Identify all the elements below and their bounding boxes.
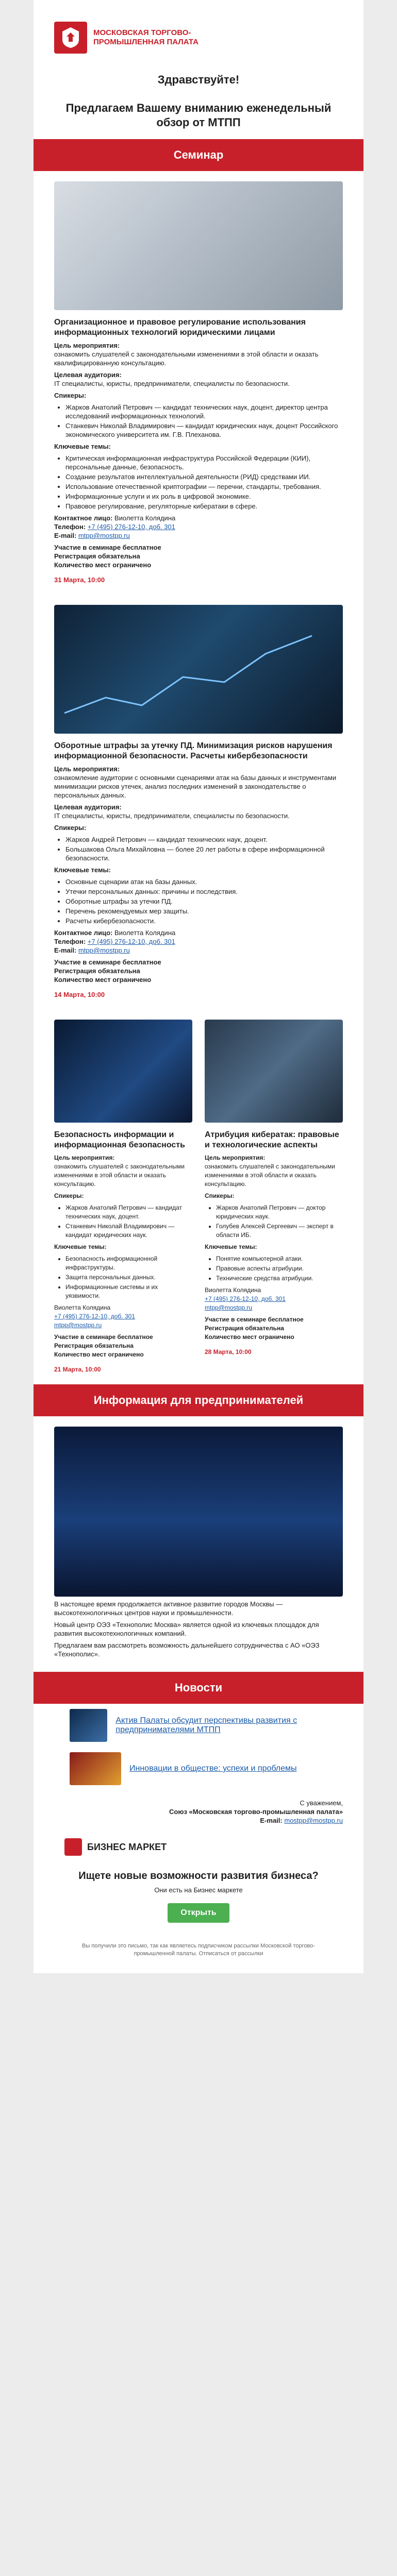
email-label: E-mail: xyxy=(260,1817,283,1824)
info-paragraph: Предлагаем вам рассмотреть возможность дальнейшего сотрудничества с АО «ОЭЗ «Технополис». xyxy=(54,1641,320,1658)
email-link[interactable]: mtpp@mostpp.ru xyxy=(78,532,130,539)
event-1 xyxy=(34,171,363,595)
business-market-brand: БИЗНЕС МАРКЕТ xyxy=(87,1842,167,1852)
list-item: • Голубев Алексей Сергеевич — эксперт в области ИБ. xyxy=(216,1222,343,1240)
event-1-title: Организационное и правовое регулирование использования информационных технологий юридическими лицами xyxy=(54,318,306,337)
list-item: • Технические средства атрибуции. xyxy=(216,1274,343,1283)
phone-link[interactable]: +7 (495) 276-12-10, доб. 301 xyxy=(205,1295,286,1302)
goal-text: ознакомить слушателей с законодательными изменениями в этой области и оказать консультацию. xyxy=(54,1163,185,1188)
news-item[interactable] xyxy=(34,1704,363,1747)
event-4 xyxy=(205,1020,343,1374)
email-link[interactable]: mtpp@mostpp.ru xyxy=(78,946,130,954)
event-3 xyxy=(54,1020,192,1374)
section-news: Новости xyxy=(34,1672,363,1704)
phone-link[interactable]: +7 (495) 276-12-10, доб. 301 xyxy=(87,523,175,531)
email-label: E-mail: xyxy=(54,532,77,539)
event-date: 28 Марта, 10:00 xyxy=(205,1348,252,1355)
news-item[interactable] xyxy=(34,1747,363,1790)
topics-label: Ключевые темы: xyxy=(54,1243,107,1250)
seats-text: Количество мест ограничено xyxy=(54,976,152,984)
speakers-list xyxy=(54,403,343,439)
list-item: • Защита персональных данных. xyxy=(65,1273,192,1282)
list-item: • Жарков Анатолий Петрович — кандидат технических наук, доцент. xyxy=(65,1204,192,1221)
list-item: • Понятие компьютерной атаки. xyxy=(216,1255,343,1263)
speakers-label: Спикеры: xyxy=(54,1192,84,1199)
list-item: • Использование отечественной криптографии — перечни, стандарты, требования. xyxy=(65,482,343,491)
city-photo[interactable] xyxy=(54,1427,343,1597)
signoff-org: Союз «Московская торгово-промышленная палата» xyxy=(169,1808,343,1816)
audience-label: Целевая аудитория: xyxy=(54,371,122,379)
speakers-label: Спикеры: xyxy=(54,824,87,832)
event-date: 31 Марта, 10:00 xyxy=(54,576,105,584)
topics-label: Ключевые темы: xyxy=(54,866,111,874)
topics-list xyxy=(205,1255,343,1283)
contact-label: Контактное лицо: xyxy=(54,929,113,937)
goal-text: ознакомление аудитории с основными сценариями атак на базы данных и инструментами минимизации рисков утечек, анализ последних изменений в законодательстве о персональных данных. xyxy=(54,774,337,799)
topics-list xyxy=(54,1255,192,1300)
goal-label: Цель мероприятия: xyxy=(205,1154,266,1161)
event-4-title: Атрибуция кибератак: правовые и технологические аспекты xyxy=(205,1130,339,1149)
info-block xyxy=(34,1416,363,1672)
intro-heading: Предлагаем Вашему вниманию еженедельный обзор от МТПП xyxy=(65,101,332,129)
phone-link[interactable]: +7 (495) 276-12-10, доб. 301 xyxy=(87,938,175,945)
topics-label: Ключевые темы: xyxy=(54,443,111,450)
contact-name: Виолетта Колядина xyxy=(114,929,176,937)
goal-label: Цель мероприятия: xyxy=(54,765,120,773)
goal-label: Цель мероприятия: xyxy=(54,342,120,349)
goal-text: ознакомить слушателей с законодательными изменениями в этой области и оказать консультацию. xyxy=(205,1163,335,1188)
section-seminar: Семинар xyxy=(34,139,363,171)
reg-text: Регистрация обязательна xyxy=(54,1342,134,1349)
event-2 xyxy=(34,595,363,1009)
email-link[interactable]: mtpp@mostpp.ru xyxy=(54,1321,102,1329)
mtpp-logo[interactable] xyxy=(54,22,353,54)
email-wrapper xyxy=(34,0,363,1973)
audience-text: IT специалисты, юристы, предприниматели, специалисты по безопасности. xyxy=(54,380,290,387)
list-item: • Станкевич Николай Владимирович — кандидат юридических наук, доцент Российского экономического университета им. Г.В. Плеханова. xyxy=(65,421,343,439)
speakers-list xyxy=(54,835,343,862)
greeting: Здравствуйте! xyxy=(157,73,240,86)
event-3-photo[interactable] xyxy=(54,1020,192,1123)
event-3-title: Безопасность информации и информационная безопасность xyxy=(54,1130,185,1149)
list-item: • Расчеты кибербезопасности. xyxy=(65,917,343,925)
list-item: • Критическая информационная инфраструктура Российской Федерации (КИИ), персональные данные, безопасность. xyxy=(65,454,343,471)
open-button[interactable]: Открыть xyxy=(168,1903,229,1923)
business-market-logo[interactable] xyxy=(34,1833,363,1856)
phone-label: Телефон: xyxy=(54,523,86,531)
contact-name: Виолетта Колядина xyxy=(114,514,176,522)
audience-label: Целевая аудитория: xyxy=(54,803,122,811)
info-paragraph: Новый центр ОЭЗ «Технополис Москва» является одной из ключевых площадок для развития высокотехнологичных компаний. xyxy=(54,1621,319,1637)
format-text: Участие в семинаре бесплатное xyxy=(54,544,161,551)
topics-list xyxy=(54,454,343,511)
format-text: Участие в семинаре бесплатное xyxy=(205,1316,304,1323)
goal-label: Цель мероприятия: xyxy=(54,1154,115,1161)
events-two-column xyxy=(34,1009,363,1384)
event-2-photo[interactable] xyxy=(54,605,343,734)
contact-label: Контактное лицо: xyxy=(54,514,113,522)
signoff xyxy=(34,1790,363,1833)
reg-text: Регистрация обязательна xyxy=(54,967,140,975)
phone-label: Телефон: xyxy=(54,938,86,945)
list-item: • Жарков Анатолий Петрович — кандидат технических наук, доцент, директор центра исследований информационных технологий. xyxy=(65,403,343,420)
seats-text: Количество мест ограничено xyxy=(54,561,152,569)
cta-title: Ищете новые возможности развития бизнеса? xyxy=(78,1870,319,1882)
event-4-photo[interactable] xyxy=(205,1020,343,1123)
list-item: • Создание результатов интеллектуальной деятельности (РИД) средствами ИИ. xyxy=(65,472,343,481)
speakers-list xyxy=(54,1204,192,1240)
seats-text: Количество мест ограничено xyxy=(54,1351,144,1358)
email-label: E-mail: xyxy=(54,946,77,954)
list-item: • Перечень рекомендуемых мер защиты. xyxy=(65,907,343,916)
signoff-line: С уважением, xyxy=(300,1799,343,1807)
list-item: • Правовое регулирование, регуляторные кибератаки в сфере. xyxy=(65,502,343,511)
news-link[interactable]: Актив Палаты обсудит перспективы развития с предпринимателями МТПП xyxy=(115,1716,297,1734)
format-text: Участие в семинаре бесплатное xyxy=(54,1333,153,1341)
topics-label: Ключевые темы: xyxy=(205,1243,257,1250)
speakers-label: Спикеры: xyxy=(54,392,87,399)
format-text: Участие в семинаре бесплатное xyxy=(54,958,161,966)
list-item: • Жарков Анатолий Петрович — доктор юридических наук. xyxy=(216,1204,343,1221)
info-paragraph: В настоящее время продолжается активное развитие городов Москвы — высокотехнологичных центров науки и промышленности. xyxy=(54,1600,283,1617)
list-item: • Станкевич Николай Владимирович — кандидат юридических наук. xyxy=(65,1222,192,1240)
contact-name: Виолетта Колядина xyxy=(205,1286,261,1294)
list-item: • Информационные услуги и их роль в цифровой экономике. xyxy=(65,492,343,501)
audience-text: IT специалисты, юристы, предприниматели, специалисты по безопасности. xyxy=(54,812,290,820)
list-item: • Жарков Андрей Петрович — кандидат технических наук, доцент. xyxy=(65,835,343,844)
phone-link[interactable]: +7 (495) 276-12-10, доб. 301 xyxy=(54,1313,135,1320)
event-1-photo[interactable] xyxy=(54,181,343,310)
decorative-chart-graphic xyxy=(54,605,343,734)
news-thumbnail[interactable] xyxy=(70,1752,121,1785)
cta-subtitle: Они есть на Бизнес маркете xyxy=(154,1886,243,1894)
speakers-list xyxy=(205,1204,343,1240)
list-item: • Безопасность информационной инфраструктуры. xyxy=(65,1255,192,1272)
reg-text: Регистрация обязательна xyxy=(54,552,140,560)
list-item: • Информационные системы и их уязвимости. xyxy=(65,1283,192,1300)
business-market-icon xyxy=(64,1838,82,1856)
news-thumbnail[interactable] xyxy=(70,1709,107,1742)
event-2-title: Оборотные штрафы за утечку ПД. Минимизация рисков нарушения информационной безопасности. Расчеты кибербезопасности xyxy=(54,741,333,760)
topics-list xyxy=(54,877,343,925)
list-item: • Большакова Ольга Михайловна — более 20 лет работы в сфере информационной безопасности. xyxy=(65,845,343,862)
list-item: • Оборотные штрафы за утечки ПД. xyxy=(65,897,343,906)
list-item: • Утечки персональных данных: причины и последствия. xyxy=(65,887,343,896)
news-link[interactable]: Инновации в обществе: успехи и проблемы xyxy=(129,1764,297,1773)
header xyxy=(34,0,363,63)
mtpp-emblem-icon xyxy=(54,22,87,54)
list-item: • Основные сценарии атак на базы данных. xyxy=(65,877,343,886)
event-date: 21 Марта, 10:00 xyxy=(54,1366,101,1373)
seats-text: Количество мест ограничено xyxy=(205,1333,294,1341)
org-name: МОСКОВСКАЯ ТОРГОВО-ПРОМЫШЛЕННАЯ ПАЛАТА xyxy=(93,28,198,46)
section-info: Информация для предпринимателей xyxy=(34,1384,363,1416)
event-date: 14 Марта, 10:00 xyxy=(54,991,105,998)
email-link[interactable]: mtpp@mostpp.ru xyxy=(205,1304,253,1311)
speakers-label: Спикеры: xyxy=(205,1192,235,1199)
reg-text: Регистрация обязательна xyxy=(205,1325,284,1332)
contact-name: Виолетта Колядина xyxy=(54,1304,111,1311)
footer-text: Вы получили это письмо, так как являетесь подписчиком рассылки Московской торгово-промышленной палаты. Отписаться от рассылки xyxy=(82,1943,315,1957)
goal-text: ознакомить слушателей с законодательными изменениями в этой области и оказать квалифицированную консультацию. xyxy=(54,350,319,367)
list-item: • Правовые аспекты атрибуции. xyxy=(216,1264,343,1273)
email-link[interactable]: mostpp@mostpp.ru xyxy=(284,1817,343,1824)
